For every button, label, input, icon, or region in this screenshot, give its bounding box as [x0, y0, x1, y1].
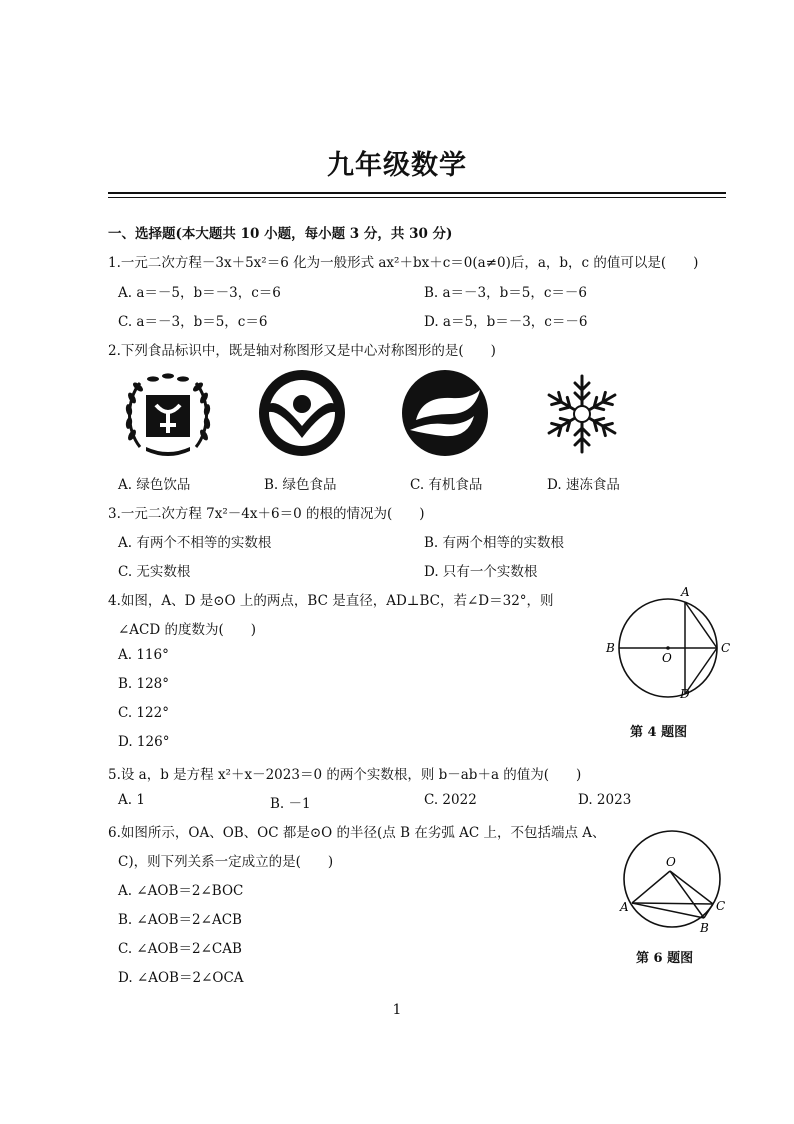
- q1-option-a: A. a＝－5，b＝－3，c＝6: [118, 285, 281, 301]
- q6-option-b: B. ∠AOB＝2∠ACB: [118, 912, 242, 928]
- q6-radius-oa: [632, 871, 670, 903]
- q6-option-c: C. ∠AOB＝2∠CAB: [118, 941, 242, 957]
- q3-option-d: D. 只有一个实数根: [424, 564, 538, 580]
- q4-label-d: D: [680, 687, 690, 700]
- q6-label-o: O: [666, 855, 676, 869]
- q2-option-a: A. 绿色饮品: [118, 477, 191, 493]
- q6-label-a: A: [620, 900, 629, 914]
- q5-option-d: D. 2023: [578, 792, 632, 808]
- q1-stem: 1.一元二次方程－3x＋5x²＝6 化为一般形式 ax²＋bx＋c＝0(a≠0)后，a，b，c 的值可以是( ): [108, 255, 699, 271]
- q1-option-c: C. a＝－3，b＝5，c＝6: [118, 314, 268, 330]
- q6-stem-line2: C)，则下列关系一定成立的是( ): [118, 854, 334, 870]
- q4-stem-line1: 4.如图，A、D 是⊙O 上的两点，BC 是直径，AD⊥BC，若∠D＝32°，则: [108, 593, 554, 609]
- q4-label-c: C: [721, 641, 731, 655]
- q5-option-a: A. 1: [118, 792, 145, 808]
- q3-stem: 3.一元二次方程 7x²－4x＋6＝0 的根的情况为( ): [108, 506, 425, 522]
- q2-stem: 2.下列食品标识中，既是轴对称图形又是中心对称图形的是( ): [108, 343, 496, 359]
- q4-label-b: B: [606, 641, 615, 655]
- q6-label-b: B: [700, 921, 709, 935]
- q3-option-a: A. 有两个不相等的实数根: [118, 535, 272, 551]
- q2-option-b: B. 绿色食品: [264, 477, 337, 493]
- q5-option-b: B. －1: [270, 796, 311, 812]
- q2-option-d: D. 速冻食品: [547, 477, 620, 493]
- q4-circle-figure: [598, 582, 734, 700]
- q5-stem: 5.设 a，b 是方程 x²＋x－2023＝0 的两个实数根，则 b－ab＋a 的值为( ): [108, 767, 582, 783]
- green-food-logo: [257, 368, 347, 458]
- q6-stem-line1: 6.如图所示，OA、OB、OC 都是⊙O 的半径(点 B 在劣弧 AC 上，不包括端点 A、: [108, 825, 606, 841]
- q4-segment-ac: [685, 602, 717, 648]
- page-number: 1: [392, 1002, 402, 1018]
- q5-option-c: C. 2022: [424, 792, 477, 808]
- q4-center-dot: [666, 646, 670, 650]
- q6-radius-ob: [670, 871, 704, 918]
- q4-option-a: A. 116°: [118, 647, 169, 663]
- snowflake-logo: [540, 372, 624, 456]
- q4-stem-line2: ∠ACD 的度数为( ): [118, 622, 257, 638]
- q1-option-b: B. a＝－3，b＝5，c＝－6: [424, 285, 588, 301]
- q4-label-o: O: [662, 651, 672, 665]
- q4-option-d: D. 126°: [118, 734, 170, 750]
- q1-option-d: D. a＝5，b＝－3，c＝－6: [424, 314, 588, 330]
- q6-label-c: C: [716, 899, 726, 913]
- q4-option-b: B. 128°: [118, 676, 170, 692]
- q6-option-d: D. ∠AOB＝2∠OCA: [118, 970, 244, 986]
- title-rule-thick: [108, 192, 726, 194]
- q6-circle: [624, 831, 720, 927]
- q4-segment-cd: [685, 648, 717, 694]
- green-drink-logo: [118, 365, 218, 465]
- q4-label-a: A: [681, 585, 690, 599]
- page-title: 九年级数学: [327, 150, 467, 181]
- q6-figure-caption: 第 6 题图: [636, 951, 694, 966]
- q3-option-b: B. 有两个相等的实数根: [424, 535, 565, 551]
- q6-segment-ac: [632, 903, 713, 904]
- q6-circle-figure: [610, 826, 734, 938]
- q6-option-a: A. ∠AOB＝2∠BOC: [118, 883, 244, 899]
- q2-option-c: C. 有机食品: [410, 477, 483, 493]
- organic-food-logo: [400, 368, 490, 458]
- q6-segment-ab: [632, 903, 704, 918]
- q6-radius-oc: [670, 871, 713, 904]
- q4-option-c: C. 122°: [118, 705, 169, 721]
- q4-figure-caption: 第 4 题图: [630, 725, 688, 740]
- title-rule-thin: [108, 197, 726, 198]
- q6-segment-bc: [704, 904, 713, 918]
- section-heading: 一、选择题(本大题共 10 小题，每小题 3 分，共 30 分): [108, 226, 453, 242]
- q3-option-c: C. 无实数根: [118, 564, 191, 580]
